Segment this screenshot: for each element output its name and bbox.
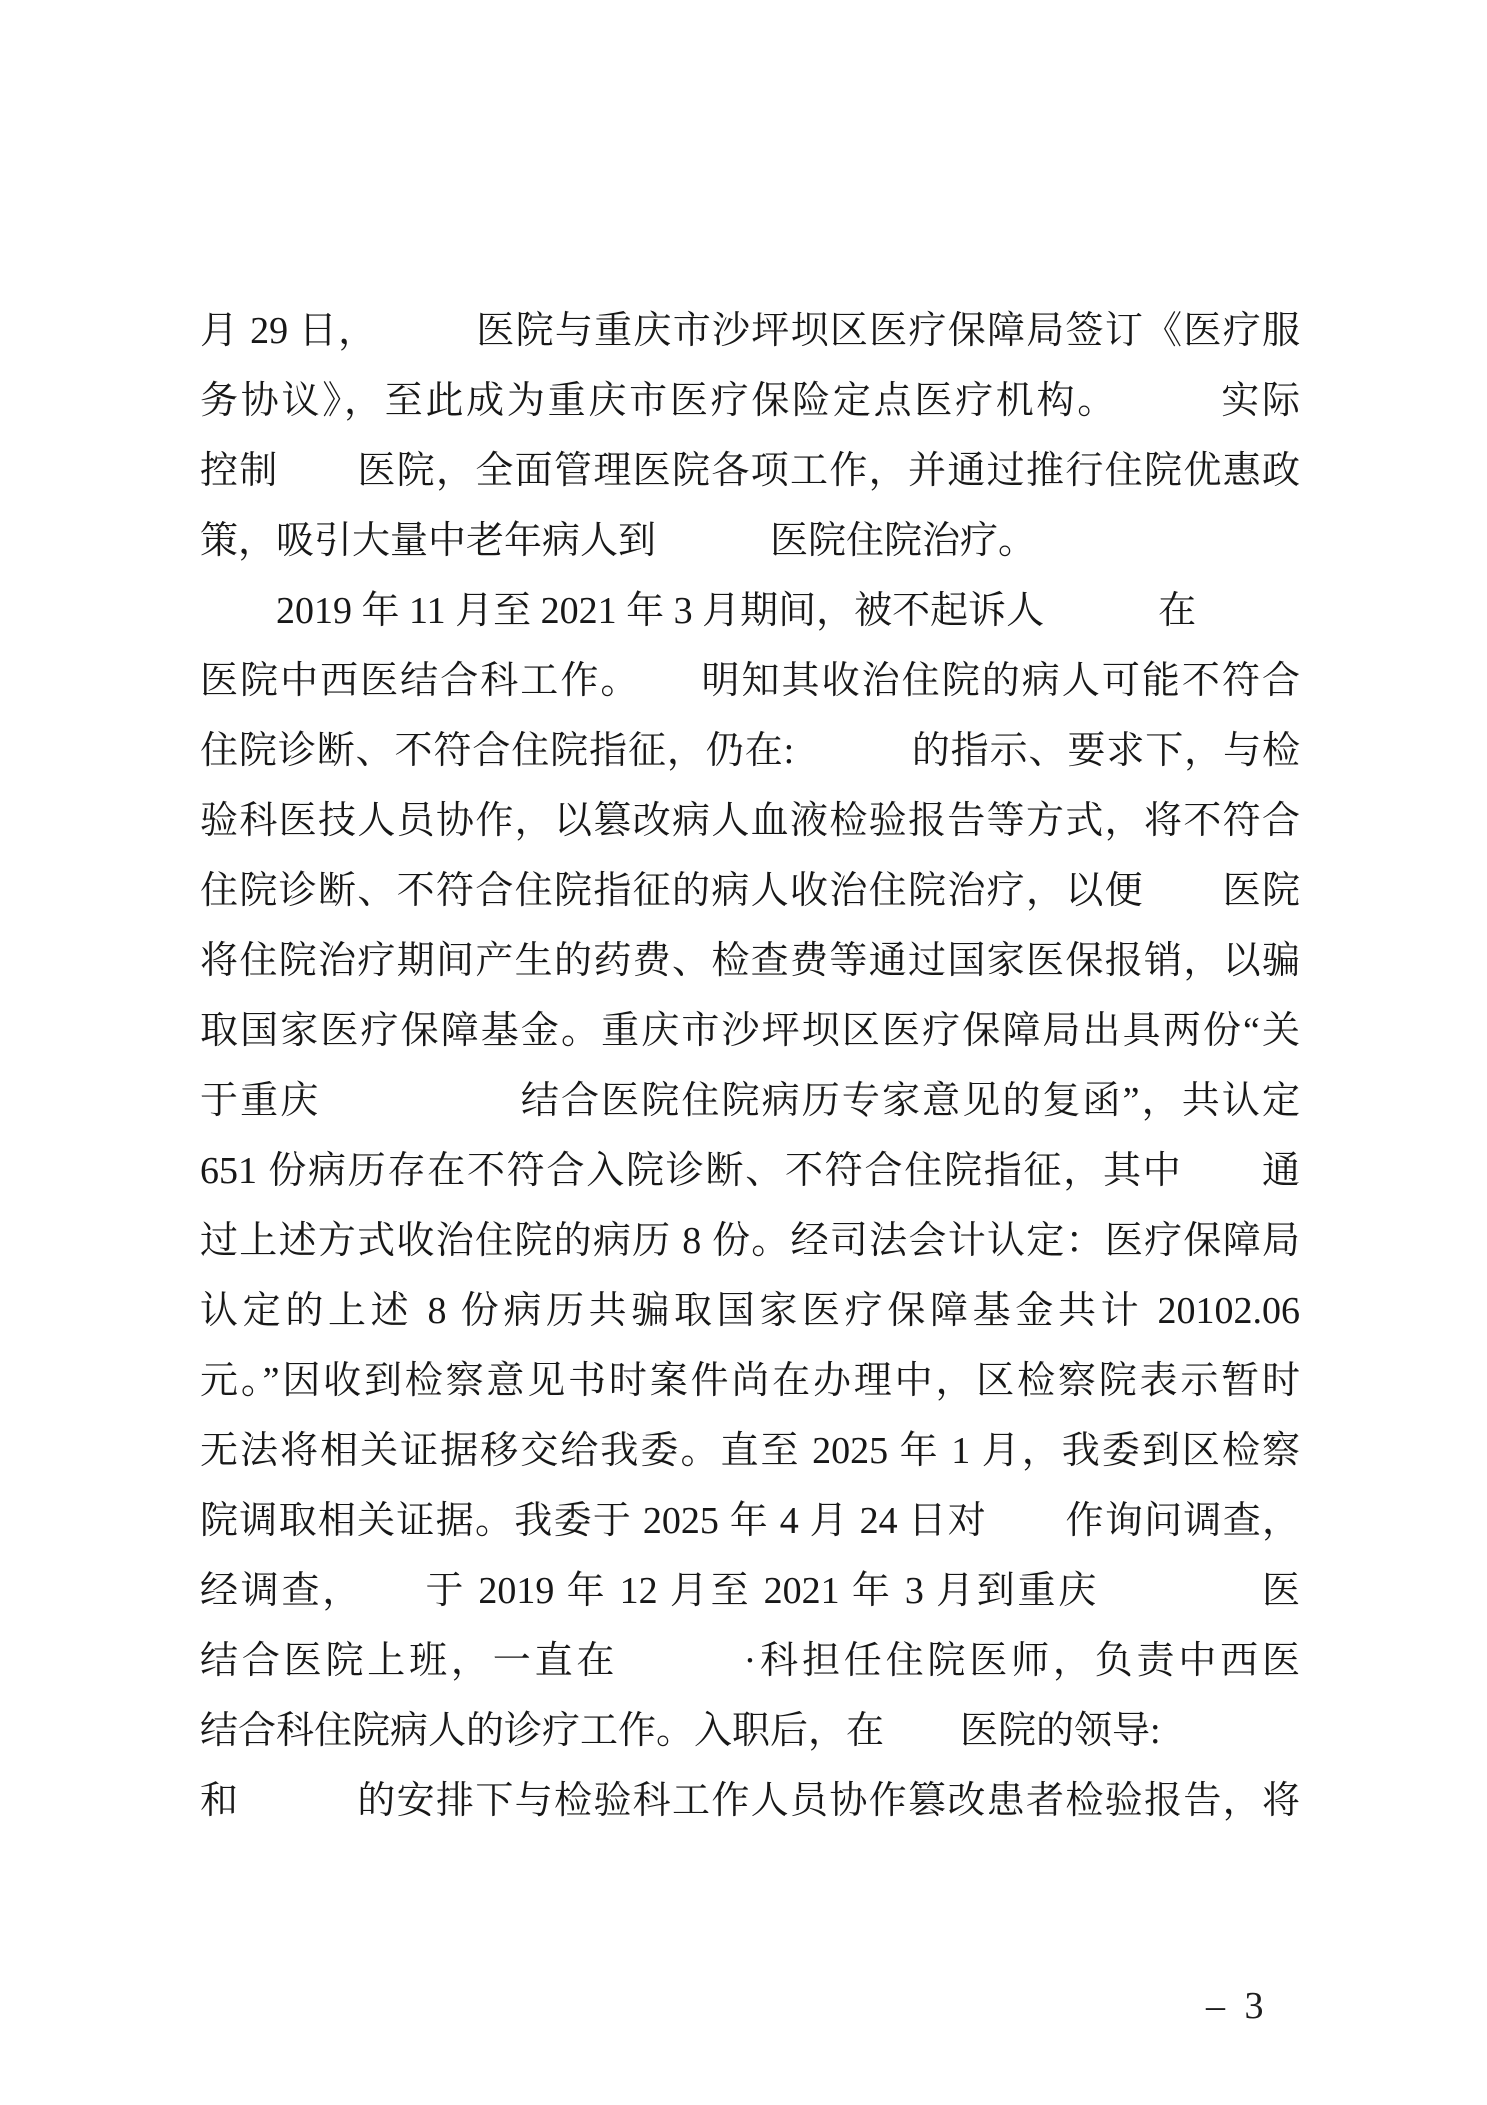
text-line: 元。”因收到检察意见书时案件尚在办理中，区检察院表示暂时 [200,1360,1300,1402]
text-line: 结合科住院病人的诊疗工作。入职后，在 医院的领导: [200,1710,1161,1752]
text-line: 无法将相关证据移交给我委。直至 2025 年 1 月，我委到区检察 [200,1430,1300,1472]
text-line: 认定的上述 8 份病历共骗取国家医疗保障基金共计 20102.06 [200,1290,1300,1332]
text-line: 住院诊断、不符合住院指征，仍在: 的指示、要求下，与检 [200,730,1300,772]
text-line: 务协议》，至此成为重庆市医疗保险定点医疗机构。 实际 [200,380,1300,422]
text-line: 医院中西医结合科工作。 明知其收治住院的病人可能不符合 [200,660,1300,702]
text-line: 取国家医疗保障基金。重庆市沙坪坝区医疗保障局出具两份“关 [200,1010,1300,1052]
text-line: 控制 医院，全面管理医院各项工作，并通过推行住院优惠政 [200,450,1300,492]
text-line: 策，吸引大量中老年病人到 医院住院治疗。 [200,520,1037,562]
page-number: – 3 [1206,1985,1269,2027]
text-line: 住院诊断、不符合住院指征的病人收治住院治疗，以便 医院 [200,870,1300,912]
text-line: 2019 年 11 月至 2021 年 3 月期间，被不起诉人 在 [200,590,1197,632]
text-line: 于重庆 结合医院住院病历专家意见的复函”，共认定 [200,1080,1300,1122]
text-line: 验科医技人员协作，以篡改病人血液检验报告等方式，将不符合 [200,800,1300,842]
text-line: 结合医院上班，一直在 ·科担任住院医师，负责中西医 [200,1640,1300,1682]
text-line: 月 29 日， 医院与重庆市沙坪坝区医疗保障局签订《医疗服 [200,310,1300,352]
text-line: 将住院治疗期间产生的药费、检查费等通过国家医保报销，以骗 [200,940,1300,982]
document-body [200,296,1300,1836]
text-line: 651 份病历存在不符合入院诊断、不符合住院指征，其中 通 [200,1150,1300,1192]
text-line: 和 的安排下与检验科工作人员协作篡改患者检验报告，将 [200,1780,1300,1822]
text-line: 过上述方式收治住院的病历 8 份。经司法会计认定：医疗保障局 [200,1220,1300,1262]
text-line: 经调查， 于 2019 年 12 月至 2021 年 3 月到重庆 医 [200,1570,1300,1612]
text-line: 院调取相关证据。我委于 2025 年 4 月 24 日对 作询问调查， [200,1500,1300,1542]
